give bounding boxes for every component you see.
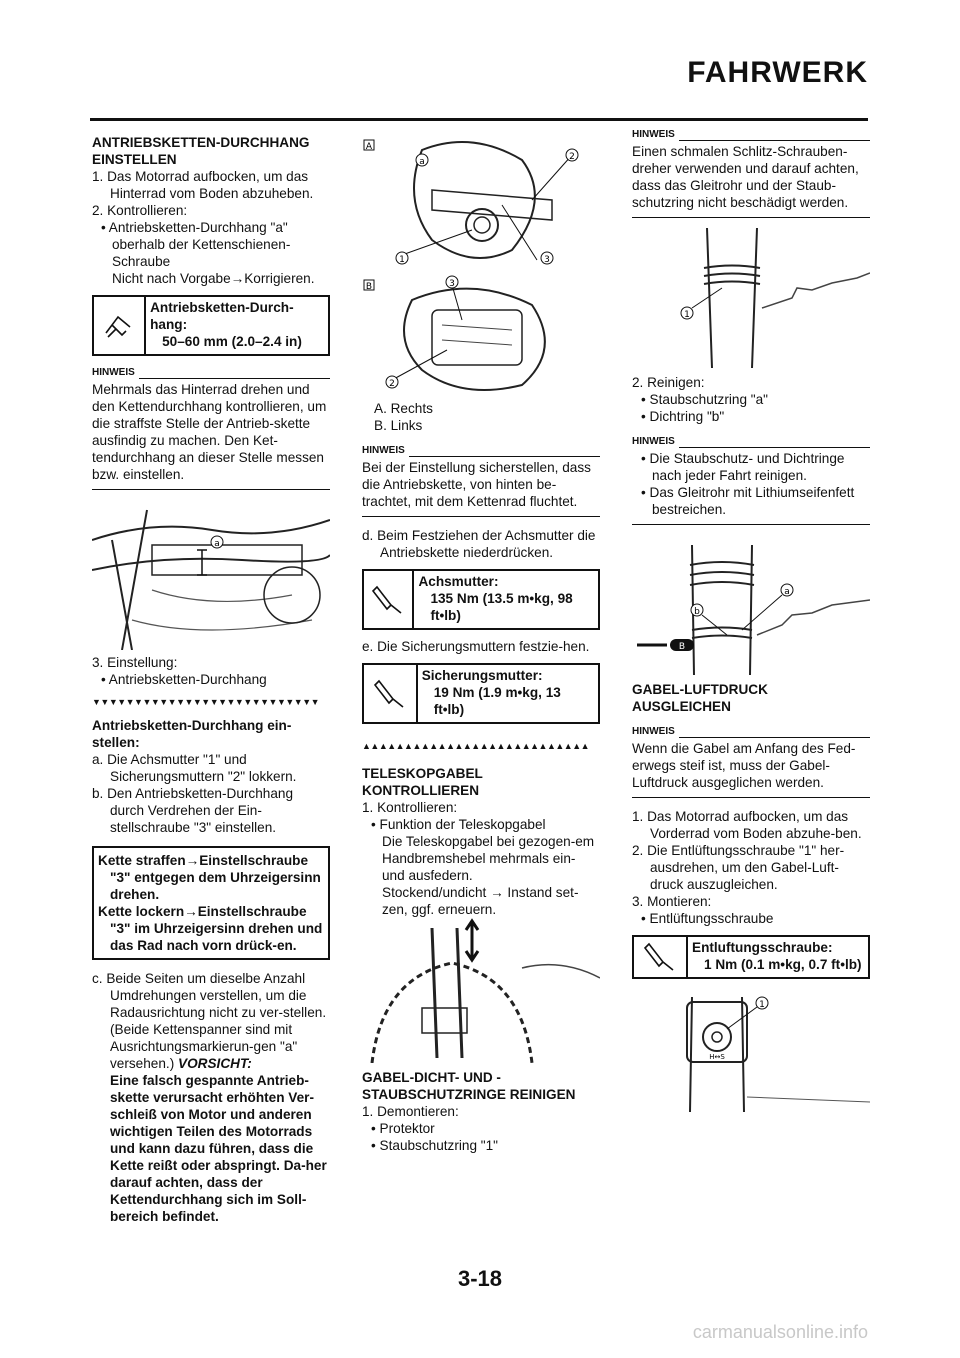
caution-text: Eine falsch gespannte Antrieb-skette verursacht erhöhten Ver-schleiß von Motor und anderen wichtigen Teilen des Motorrads und kann dazu führen, dass die Kette reißt oder abspringt. Da-her darauf achten, dass der Kettendurchhang sich im Soll-bereich befindet. [110,1073,327,1224]
spec-value: 1 Nm (0.1 m•kg, 0.7 ft•lb) [704,957,862,972]
note-end-rule [362,516,600,517]
note-end-rule [632,797,870,798]
column-right [632,126,870,1112]
note-text: Einen schmalen Schlitz-Schrauben-dreher verwenden und darauf achten, dass das Gleitrohr und der Staub-schutzring nicht beschädigt werden. [632,144,859,210]
procedure-d: d. Beim Festziehen der Achsmutter die Antriebskette niederdrücken. [362,528,596,560]
box-line-1: Kette straffen→Einstellschraube [98,853,309,868]
note-bullet-2: • Das Gleitrohr mit Lithiumseifenfett bestreichen. [641,485,855,517]
note-end-rule [632,524,870,525]
chain-adjuster-figure-left [362,270,600,400]
section-heading-fork-check: TELESKOPGABEL KONTROLLIEREN [362,766,483,798]
spec-chain-slack [92,295,330,356]
note-bullet-1: • Die Staubschutz- und Dichtringe nach jeder Fahrt reinigen. [641,451,845,483]
torque-wrench-icon [364,571,414,628]
svg-text:1: 1 [759,1000,765,1010]
remove-bullet-1: • Protektor [371,1121,435,1136]
procedure-heading: Antriebsketten-Durchhang ein-stellen: [92,718,292,750]
spec-axle-nut [362,569,600,630]
svg-text:1: 1 [399,255,405,265]
spec-value: 19 Nm (1.9 m•kg, 13 ft•lb) [433,685,561,717]
clean-bullet-2: • Dichtring "b" [641,409,725,424]
remove-step: 1. Demontieren: [362,1104,459,1119]
svg-text:a: a [784,587,790,597]
procedure-a: a. Die Achsmutter "1" und Sicherungsmuttern "2" lokkern. [92,752,297,784]
dust-seal-removal-figure [632,228,870,368]
note-label: HINWEIS [632,433,870,450]
section-heading-air-pressure: GABEL-LUFTDRUCK AUSGLEICHEN [632,682,768,714]
procedure-b: b. Den Antriebsketten-Durchhang durch Verdrehen der Ein-stellschraube "3" einstellen. [92,786,294,835]
procedure-end-marker: ▲▲▲▲▲▲▲▲▲▲▲▲▲▲▲▲▲▲▲▲▲▲▲▲▲▲▲ [362,741,590,751]
note-label: HINWEIS [632,723,870,740]
page-title: FAHRWERK [687,56,868,89]
spec-title: Entluftungsschraube: [692,940,833,955]
svg-text:2: 2 [569,152,575,162]
caution-label: VORSICHT: [178,1056,252,1071]
svg-text:2: 2 [389,379,395,389]
section-heading-chain-slack: ANTRIEBSKETTEN-DURCHHANG EINSTELLEN [92,135,310,167]
note-label: HINWEIS [362,442,600,459]
air-step-2: 2. Die Entlüftungsschraube "1" her-ausdrehen, um den Gabel-Luft-druck auszugleichen. [632,843,845,892]
chain-adjuster-figure-right [362,130,600,270]
air-step-1: 1. Das Motorrad aufbocken, um das Vorderrad vom Boden abzuhe-ben. [632,809,862,841]
step-2: 2. Kontrollieren: [92,203,188,218]
watermark: carmanualsonline.info [692,1322,868,1342]
air-step-3: 3. Montieren: [632,894,712,909]
column-left [92,130,330,1225]
page-number: 3-18 [457,1266,503,1291]
spec-caliper-icon [94,297,146,354]
svg-text:B: B [678,642,686,652]
torque-wrench-icon [634,937,688,977]
fork-check-figure [362,918,600,1063]
remove-bullet-2: • Staubschutzring "1" [371,1138,499,1153]
clean-step: 2. Reinigen: [632,375,705,390]
step-2-action: Nicht nach Vorgabe→Korrigieren. [112,271,315,286]
header-rule [90,118,868,121]
spec-locknut [362,663,600,724]
note-label: HINWEIS [632,126,870,143]
note-text: Bei der Einstellung sicherstellen, dass die Antriebskette, von hinten be-trachtet, mit dem Kettenrad fluchtet. [362,460,591,509]
note-end-rule [632,217,870,218]
section-heading-seal-clean: GABEL-DICHT- UND -STAUBSCHUTZRINGE REINIGEN [362,1070,576,1102]
note-text: Mehrmals das Hinterrad drehen und den Kettendurchhang kontrollieren, um die straffste Stelle der Antrieb-skette ausfindig zu machen. Den Ket-tendurchhang an dieser Stelle messen bzw. einstellen. [92,382,327,482]
torque-wrench-icon [364,665,418,722]
spec-bleed-screw [632,935,870,979]
svg-text:H↔S: H↔S [709,1053,725,1061]
svg-text:B: B [365,282,373,292]
spec-title: Achsmutter: [418,574,499,589]
fork-step-1: 1. Kontrollieren: [362,800,458,815]
step-3-bullet: • Antriebsketten-Durchhang [101,672,267,687]
note-text: Wenn die Gabel am Anfang des Fed-erwegs steif ist, muss der Gabel-Luftdruck ausgeglichen werden. [632,741,856,790]
svg-text:b: b [694,607,700,617]
svg-text:a: a [419,157,425,167]
step-3: 3. Einstellung: [92,655,178,670]
box-line-2: "3" entgegen dem Uhrzeigersinn drehen. [110,870,321,902]
note-label: HINWEIS [92,364,330,381]
legend-a: A. Rechts [374,401,433,416]
step-1: 1. Das Motorrad aufbocken, um das Hinterrad vom Boden abzuheben. [92,169,314,201]
seal-cleaning-figure [632,535,870,675]
note-end-rule [92,489,330,490]
step-2-bullet: • Antriebsketten-Durchhang "a" oberhalb der Kettenschienen-Schraube [101,220,291,269]
svg-text:A: A [365,142,373,152]
svg-text:3: 3 [544,255,550,265]
spec-title: Antriebsketten-Durch-hang: [150,300,294,332]
clean-bullet-1: • Staubschutzring "a" [641,392,769,407]
fork-step-1-action: Stockend/undicht → Instand set-zen, ggf. erneuern. [382,885,579,917]
box-line-4: "3" im Uhrzeigersinn drehen und das Rad nach vorn drück-en. [110,921,323,953]
svg-text:1: 1 [684,310,690,320]
fork-step-1-bullet: • Funktion der Teleskopgabel [371,817,546,832]
chain-slack-figure [92,500,330,650]
spec-value: 135 Nm (13.5 m•kg, 98 ft•lb) [430,591,573,623]
procedure-e: e. Die Sicherungsmuttern festzie-hen. [362,639,590,654]
spec-title: Sicherungsmutter: [421,668,543,683]
column-middle [362,130,600,1154]
legend-b: B. Links [374,418,423,433]
air-step-3-bullet: • Entlüftungsschraube [641,911,774,926]
svg-text:a: a [214,539,220,549]
adjust-direction-box [92,846,330,960]
spec-value: 50–60 mm (2.0–2.4 in) [162,334,302,349]
svg-text:3: 3 [449,279,455,289]
box-line-3: Kette lockern→Einstellschraube [98,904,307,919]
procedure-c: c. Beide Seiten um dieselbe Anzahl Umdrehungen verstellen, um die Radausrichtung nicht zu ver-stellen. (Beide Kettenspanner sind mit Ausrichtungsmarkierun-gen "a" versehen.) VORSICHT: [92,971,327,1071]
procedure-start-marker: ▼▼▼▼▼▼▼▼▼▼▼▼▼▼▼▼▼▼▼▼▼▼▼▼▼▼▼ [92,697,320,707]
bleed-screw-figure [632,987,870,1112]
fork-step-1-text: Die Teleskopgabel bei gezogen-em Handbremshebel mehrmals ein- und ausfedern. [382,834,595,883]
